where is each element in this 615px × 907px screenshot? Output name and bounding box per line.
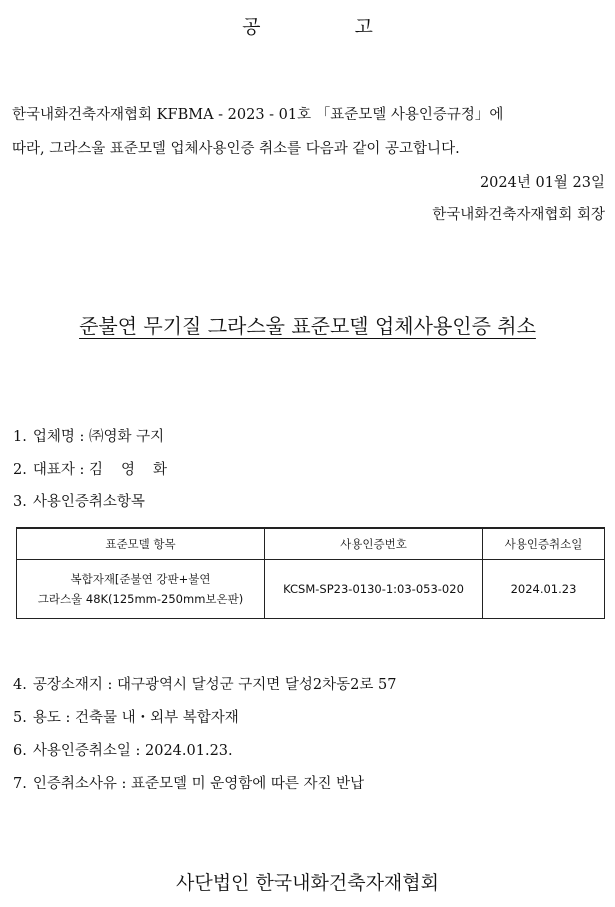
item-text: 용도 : 건축물 내・외부 복합자재	[32, 710, 239, 726]
item-number: 5.	[13, 710, 27, 726]
header-cert-number: 사용인증번호	[265, 528, 483, 560]
notice-signer: 한국내화건축자재협회 회장	[432, 207, 605, 223]
item-number: 7.	[13, 776, 27, 792]
main-title-text: 준불연 무기질 그라스울 표준모델 업체사용인증 취소	[79, 314, 536, 338]
cell-model-item	[17, 560, 265, 619]
item-number: 6.	[13, 743, 27, 759]
item-text: 대표자 :	[32, 462, 89, 478]
header-cancel-date: 사용인증취소일	[483, 528, 605, 560]
representative-name: 김영화	[88, 462, 185, 478]
cell-cancel-date: 2024.01.23	[483, 560, 605, 619]
cell-cert-number: KCSM-SP23-0130-1:03-053-020	[265, 560, 483, 619]
item-company	[13, 425, 164, 446]
notice-line-1: 한국내화건축자재협회 KFBMA - 2023 - 01호 「표준모델 사용인증규정」에	[12, 107, 504, 123]
header-model-item: 표준모델 항목	[17, 528, 265, 560]
item-cancel-reason	[13, 772, 364, 793]
model-item-line-2: 그라스울 48K(125mm-250mm보온판)	[37, 592, 244, 606]
model-item-line-1: 복합자재[준불연 강판+불연	[70, 572, 211, 586]
notice-line-2: 따라, 그라스울 표준모델 업체사용인증 취소를 다음과 같이 공고합니다.	[12, 141, 460, 157]
cancel-table	[16, 527, 605, 619]
table-header-row	[17, 528, 605, 560]
item-number: 2.	[13, 462, 27, 478]
notice-date: 2024년 01월 23일	[479, 175, 605, 191]
table-row	[17, 560, 605, 619]
organization-footer: 사단법인 한국내화건축자재협회	[176, 872, 439, 894]
item-cancel-items	[13, 490, 145, 511]
item-number: 3.	[13, 494, 27, 510]
item-text: 사용인증취소일 : 2024.01.23.	[32, 743, 233, 759]
item-usage	[13, 706, 239, 727]
main-title	[0, 310, 615, 339]
item-text: 업체명 : ㈜영화 구지	[32, 429, 165, 445]
item-number: 4.	[13, 677, 27, 693]
item-text: 사용인증취소항목	[32, 494, 145, 510]
notice-heading: 공 고	[242, 16, 417, 38]
item-factory-address	[13, 673, 396, 694]
item-text: 인증취소사유 : 표준모델 미 운영함에 따른 자진 반납	[32, 776, 365, 792]
item-representative	[13, 458, 185, 479]
item-cancel-date	[13, 739, 233, 760]
item-text: 공장소재지 : 대구광역시 달성군 구지면 달성2차동2로 57	[32, 677, 397, 693]
item-number: 1.	[13, 429, 27, 445]
